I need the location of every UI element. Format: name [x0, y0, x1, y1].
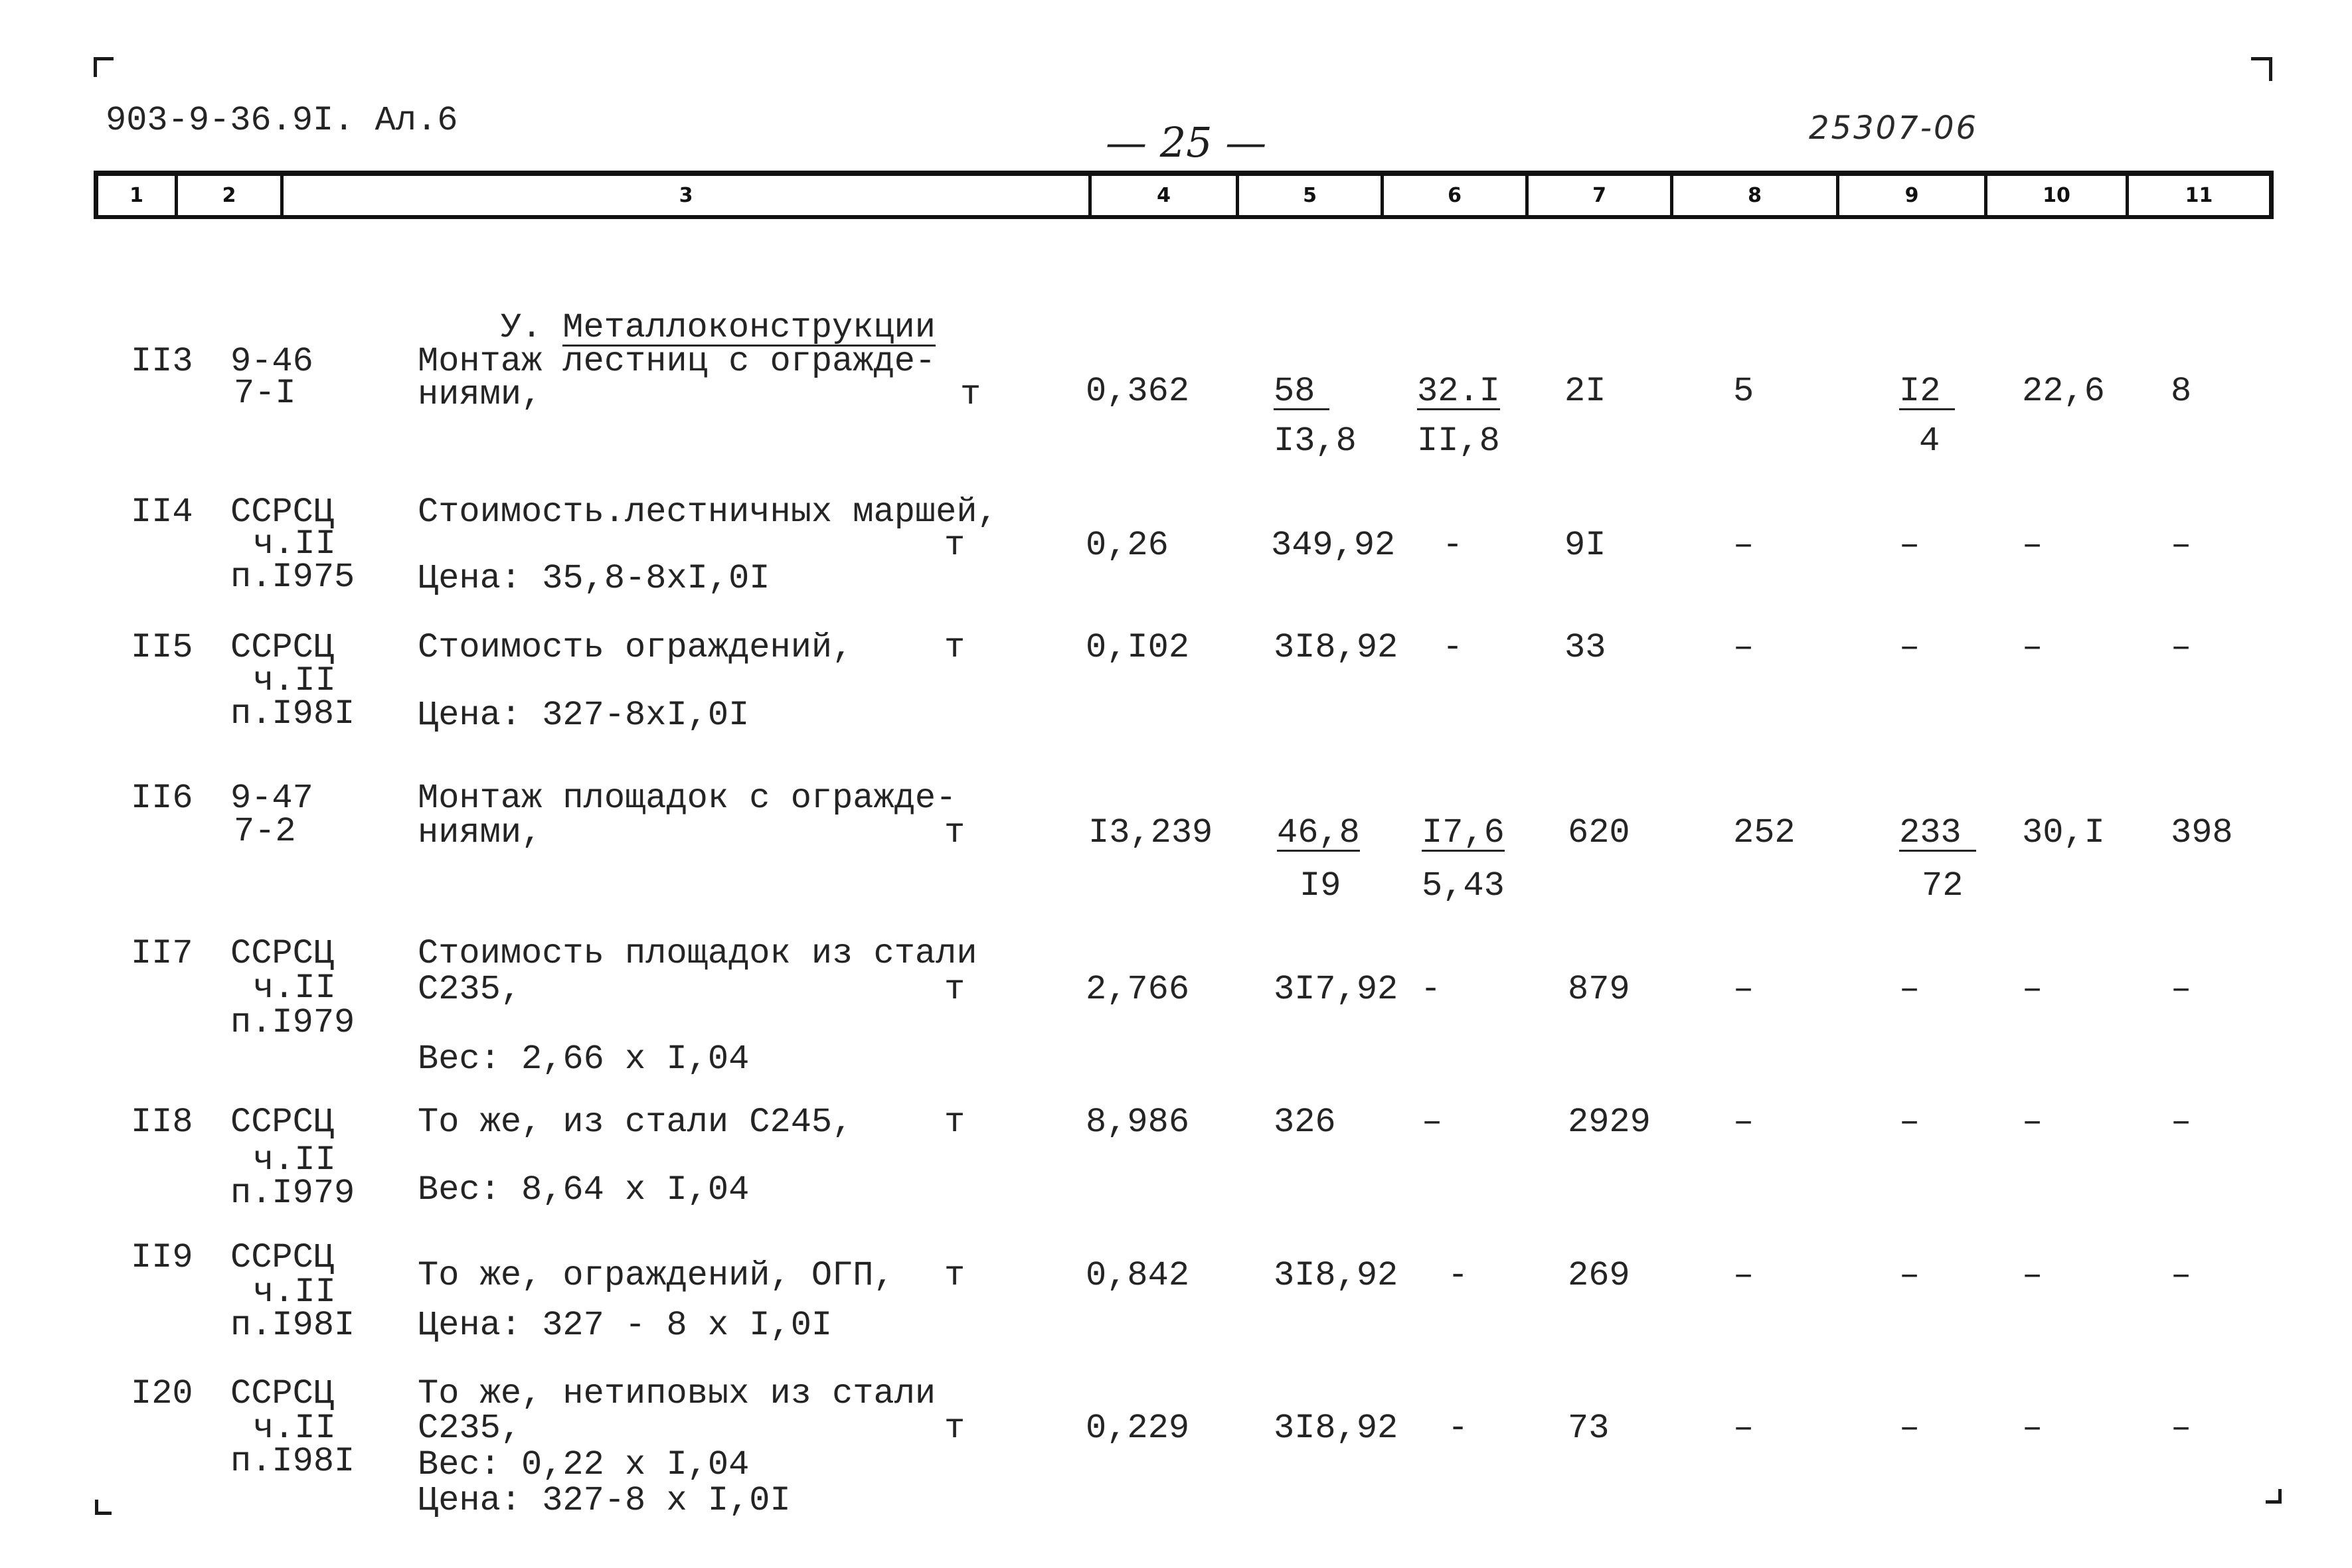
col11-value: 398 — [2171, 813, 2233, 852]
col5-value: 326 — [1274, 1103, 1336, 1142]
col6-value: - — [1442, 628, 1464, 667]
quantity: 0,362 — [1086, 372, 1190, 411]
description-line: С235, — [418, 970, 522, 1009]
column-number: 3 — [284, 176, 1092, 215]
description-line: То же, из стали С245, — [418, 1103, 853, 1142]
estimate-row — [0, 934, 2352, 1079]
col8-value: – — [1733, 1103, 1754, 1142]
col5-value: 3I7,92 — [1274, 970, 1398, 1009]
col5-top-text: 58 — [1274, 375, 1329, 410]
description-line: Стоимость ограждений, — [418, 628, 853, 667]
column-number: 5 — [1239, 176, 1384, 215]
row-number: II8 — [131, 1103, 193, 1142]
col8-value: – — [1733, 1409, 1754, 1448]
quantity: 0,26 — [1086, 526, 1169, 565]
col11-value: – — [2171, 1256, 2192, 1295]
col10-value: – — [2022, 526, 2043, 565]
rate-code-line: ч.II — [253, 1140, 336, 1180]
rate-code-line: п.I979 — [230, 1003, 355, 1042]
unit: т — [944, 526, 966, 565]
col11-value: – — [2171, 1103, 2192, 1142]
col5-value: 3I8,92 — [1274, 1256, 1398, 1295]
col10-value: – — [2022, 1103, 2043, 1142]
col9-bottom-value: 4 — [1919, 422, 1940, 461]
col9-bottom-value: 72 — [1922, 866, 1964, 905]
col9-value: – — [1899, 526, 1920, 565]
rate-code-line: ССРСЦ — [230, 1374, 335, 1413]
estimate-row — [0, 493, 2352, 598]
description-line: ниями, — [418, 375, 543, 414]
description-line: То же, ограждений, ОГП, — [418, 1256, 894, 1295]
column-number: 2 — [178, 176, 284, 215]
col5-bottom-value: I3,8 — [1274, 422, 1357, 461]
col9-value: – — [1899, 1256, 1920, 1295]
col10-value: – — [2022, 628, 2043, 667]
rate-code-line: ч.II — [253, 661, 336, 700]
corner-mark-bottom-left — [95, 1500, 112, 1515]
col6-top-value — [1417, 373, 1500, 410]
col9-top-value — [1899, 815, 1976, 852]
col7-value: 2929 — [1568, 1103, 1651, 1142]
col11-value: – — [2171, 526, 2192, 565]
col7-value: 73 — [1568, 1409, 1610, 1448]
col9-top-value — [1899, 373, 1955, 410]
weight-note-line: Вес: 2,66 х I,04 — [418, 1040, 750, 1079]
rate-code-line: п.I979 — [230, 1174, 355, 1213]
estimate-row — [0, 779, 2352, 905]
column-number: 10 — [1987, 176, 2129, 215]
rate-code-line: 7-I — [234, 374, 296, 413]
rate-code-line: ССРСЦ — [230, 628, 335, 667]
rate-code-line: ч.II — [253, 1273, 336, 1312]
rate-code-line: 9-46 — [230, 342, 313, 381]
rate-code-line: 9-47 — [230, 779, 313, 818]
column-number: 9 — [1839, 176, 1987, 215]
col6-value: – — [1422, 1103, 1443, 1142]
col11-value: – — [2171, 1409, 2192, 1448]
col8-value: – — [1733, 970, 1754, 1009]
unit: т — [944, 970, 966, 1009]
estimate-row — [0, 342, 2352, 461]
unit: т — [944, 1103, 966, 1142]
description-line: Стоимость площадок из стали — [418, 934, 977, 973]
estimate-row — [0, 628, 2352, 735]
page-number: — 25 — — [1106, 118, 1267, 167]
col9-value: – — [1899, 628, 1920, 667]
col11-value: – — [2171, 628, 2192, 667]
unit: т — [944, 628, 966, 667]
quantity: 2,766 — [1086, 970, 1190, 1009]
row-number: II5 — [131, 628, 193, 667]
rate-code-line: ССРСЦ — [230, 934, 335, 973]
corner-mark-top-right — [2251, 57, 2272, 81]
column-number: 11 — [2129, 176, 2274, 215]
rate-code-line: п.I975 — [230, 558, 355, 597]
column-number: 7 — [1529, 176, 1673, 215]
rate-code-line: ССРСЦ — [230, 493, 335, 532]
quantity: 0,I02 — [1086, 628, 1190, 667]
quantity: 0,842 — [1086, 1256, 1190, 1295]
col7-value: 269 — [1568, 1256, 1630, 1295]
weight-note-line: Вес: 0,22 х I,04 — [418, 1445, 750, 1484]
weight-note-line: Вес: 8,64 х I,04 — [418, 1170, 750, 1210]
rate-code-line: ч.II — [253, 969, 336, 1008]
unit: т — [960, 375, 981, 414]
row-number: II4 — [131, 493, 193, 532]
col10-value: 30,I — [2022, 813, 2105, 852]
row-number: I20 — [131, 1374, 193, 1413]
quantity: 0,229 — [1086, 1409, 1190, 1448]
row-number: II6 — [131, 779, 193, 818]
description-line: С235, — [418, 1409, 522, 1448]
price-note-line: Цена: 35,8-8хI,0I — [418, 559, 770, 598]
quantity: I3,239 — [1088, 813, 1213, 852]
price-note-line: Цена: 327-8хI,0I — [418, 696, 750, 735]
col9-value: – — [1899, 970, 1920, 1009]
col6-top-text: 32.I — [1417, 372, 1500, 411]
col9-top-text: 233 — [1899, 817, 1976, 852]
corner-mark-top-left — [94, 57, 114, 77]
col6-value: - — [1420, 970, 1442, 1009]
col5-top-text: 46,8 — [1277, 813, 1360, 852]
col6-value: - — [1448, 1256, 1469, 1295]
estimate-row — [0, 1374, 2352, 1520]
col7-value: 33 — [1564, 628, 1606, 667]
rate-code-line: ССРСЦ — [230, 1103, 335, 1142]
col6-value: - — [1442, 526, 1464, 565]
col6-top-text: I7,6 — [1422, 813, 1505, 852]
estimate-row — [0, 1103, 2352, 1213]
description-line: ниями, — [418, 813, 543, 852]
rate-code-line: п.I98I — [230, 694, 355, 734]
col6-bottom-value: 5,43 — [1422, 866, 1505, 905]
description-line: Монтаж лестниц с огражде- — [418, 342, 936, 381]
unit: т — [944, 1256, 966, 1295]
rate-code-line: п.I98I — [230, 1442, 355, 1481]
price-note-line: Цена: 327-8 х I,0I — [418, 1481, 791, 1520]
col5-value: 3I8,92 — [1274, 1409, 1398, 1448]
col11-value: – — [2171, 970, 2192, 1009]
row-number: II9 — [131, 1238, 193, 1277]
unit: т — [944, 1409, 966, 1448]
col7-value: 879 — [1568, 970, 1630, 1009]
row-number: II3 — [131, 342, 193, 381]
rate-code-line: ч.II — [253, 1409, 336, 1448]
handwritten-code: 25307-06 — [1809, 110, 1979, 147]
section-prefix: У. — [500, 308, 543, 347]
row-number: II7 — [131, 934, 193, 973]
col7-value: 9I — [1564, 526, 1606, 565]
col6-bottom-value: II,8 — [1417, 422, 1500, 461]
unit: т — [944, 813, 966, 852]
price-note-line: Цена: 327 - 8 х I,0I — [418, 1306, 833, 1345]
col11-value: 8 — [2171, 372, 2192, 411]
col6-top-value — [1422, 815, 1505, 852]
col5-value: 3I8,92 — [1274, 628, 1398, 667]
document-code: 903-9-36.9I. Ал.6 — [106, 101, 458, 140]
column-number: 8 — [1673, 176, 1839, 215]
col8-value: – — [1733, 628, 1754, 667]
col7-value: 2I — [1564, 372, 1606, 411]
rate-code-line: ССРСЦ — [230, 1238, 335, 1277]
col5-value: 349,92 — [1271, 526, 1396, 565]
description-line: Монтаж площадок с огражде- — [418, 779, 957, 818]
col9-value: – — [1899, 1103, 1920, 1142]
rate-code-line: ч.II — [253, 524, 336, 564]
description-line: Стоимость.лестничных маршей, — [418, 493, 998, 532]
col5-bottom-value: I9 — [1300, 866, 1341, 905]
rate-code-line: п.I98I — [230, 1306, 355, 1345]
col9-value: – — [1899, 1409, 1920, 1448]
col5-top-value — [1274, 373, 1329, 410]
description-line: То же, нетиповых из стали — [418, 1374, 936, 1413]
section-title: Металлоконструкции — [562, 308, 936, 347]
quantity: 8,986 — [1086, 1103, 1190, 1142]
col10-value: – — [2022, 970, 2043, 1009]
col10-value: 22,6 — [2022, 372, 2105, 411]
col9-top-text: I2 — [1899, 375, 1955, 410]
col8-value: 252 — [1733, 813, 1796, 852]
corner-mark-bottom-right — [2266, 1489, 2282, 1504]
column-number: 6 — [1384, 176, 1529, 215]
rate-code-line: 7-2 — [234, 812, 296, 851]
col10-value: – — [2022, 1256, 2043, 1295]
column-number-header — [94, 171, 2274, 219]
col10-value: – — [2022, 1409, 2043, 1448]
estimate-row — [0, 1238, 2352, 1345]
col8-value: – — [1733, 526, 1754, 565]
col8-value: – — [1733, 1256, 1754, 1295]
col6-value: - — [1448, 1409, 1469, 1448]
column-number: 1 — [94, 176, 178, 215]
col7-value: 620 — [1568, 813, 1630, 852]
col5-top-value — [1277, 815, 1360, 852]
col8-value: 5 — [1733, 372, 1754, 411]
column-number: 4 — [1092, 176, 1239, 215]
